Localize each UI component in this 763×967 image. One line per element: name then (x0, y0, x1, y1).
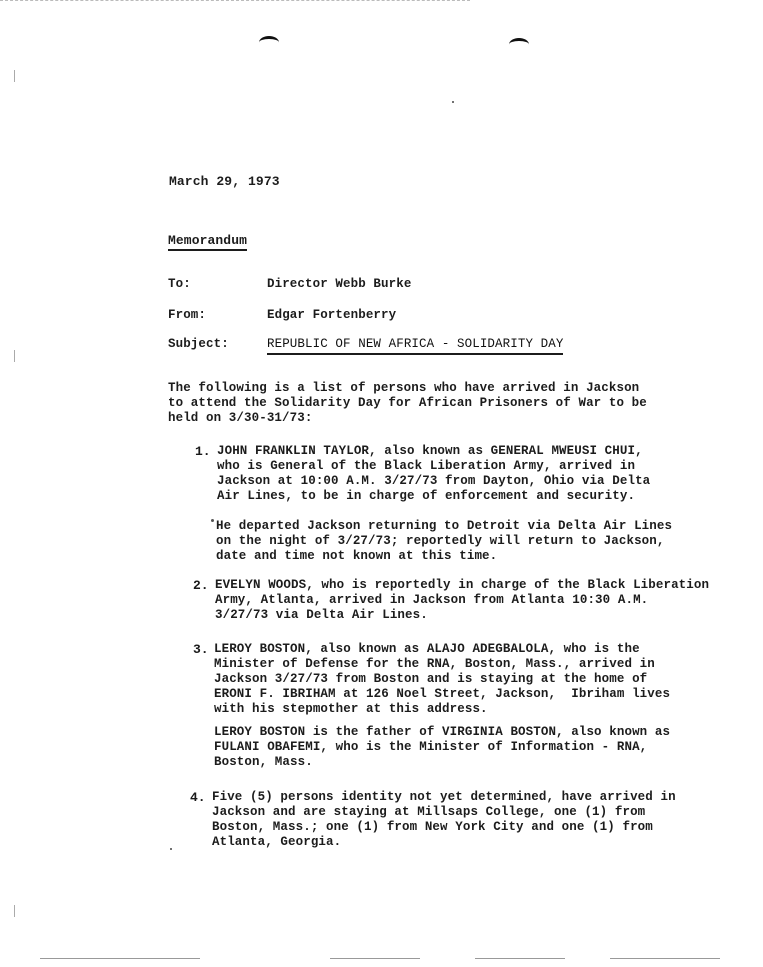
memo-title: Memorandum (168, 233, 247, 251)
scan-bottom-line (40, 958, 200, 959)
scan-top-edge (0, 0, 470, 3)
item-text: EVELYN WOODS, who is reportedly in charge of the Black Liberation Army, Atlanta, arrived in Jackson from Atlanta 10:30 A.M. 3/27/73 via Delta Air Lines. (215, 578, 710, 622)
scan-edge-mark (14, 70, 15, 82)
item-followup: LEROY BOSTON is the father of VIRGINIA BOSTON, also known as FULANI OBAFEMI, who is the Minister of Information - RNA, Boston, Mass. (214, 725, 671, 769)
subject-label: Subject: (168, 337, 229, 351)
scan-edge-mark (14, 905, 15, 917)
item-number: 3. (193, 642, 209, 657)
to-label: To: (168, 277, 191, 291)
punch-hole-right (509, 38, 529, 51)
punch-hole-left (259, 36, 279, 49)
scan-bottom-line (475, 958, 565, 959)
item-followup: He departed Jackson returning to Detroit via Delta Air Lines on the night of 3/27/73; reportedly will return to Jackson, date and time not known at this time. (216, 519, 673, 563)
item-number: 4. (190, 790, 206, 805)
scan-speck (452, 101, 454, 103)
intro-paragraph: The following is a list of persons who have arrived in Jackson to attend the Solidarity Day for African Prisoners of War to be held on 3/30-31/73: (168, 381, 647, 425)
item-text: Five (5) persons identity not yet determined, have arrived in Jackson and are staying at Millsaps College, one (1) from Boston, Mass.; one (1) from New York City and one (1) from Atlanta, Georgia. (212, 790, 676, 849)
from-label: From: (168, 308, 207, 322)
to-value: Director Webb Burke (267, 277, 412, 291)
item-text: LEROY BOSTON, also known as ALAJO ADEGBALOLA, who is the Minister of Defense for the RNA, Boston, Mass., arrived in Jackson 3/27/73 from Boston and is staying at the home of ERONI F. IBRIHAM at 126 Noel Street, Jackson, Ibriham lives with his stepmother at this address. (214, 642, 671, 716)
from-value: Edgar Fortenberry (267, 308, 397, 322)
item-number: 2. (193, 578, 209, 593)
scan-bottom-line (610, 958, 720, 959)
scan-bottom-line (330, 958, 420, 959)
scan-speck (170, 848, 172, 850)
subject-value: REPUBLIC OF NEW AFRICA - SOLIDARITY DAY (267, 337, 563, 355)
item-text: JOHN FRANKLIN TAYLOR, also known as GENERAL MWEUSI CHUI, who is General of the Black Liberation Army, arrived in Jackson at 10:00 A.M. 3/27/73 from Dayton, Ohio via Delta Air Lines, to be in charge of enforcement and security. (217, 444, 651, 503)
scan-speck (211, 519, 214, 522)
memo-date: March 29, 1973 (169, 174, 280, 189)
item-number: 1. (195, 444, 211, 459)
subject-value-wrap (267, 337, 563, 352)
scan-edge-mark (14, 350, 15, 362)
